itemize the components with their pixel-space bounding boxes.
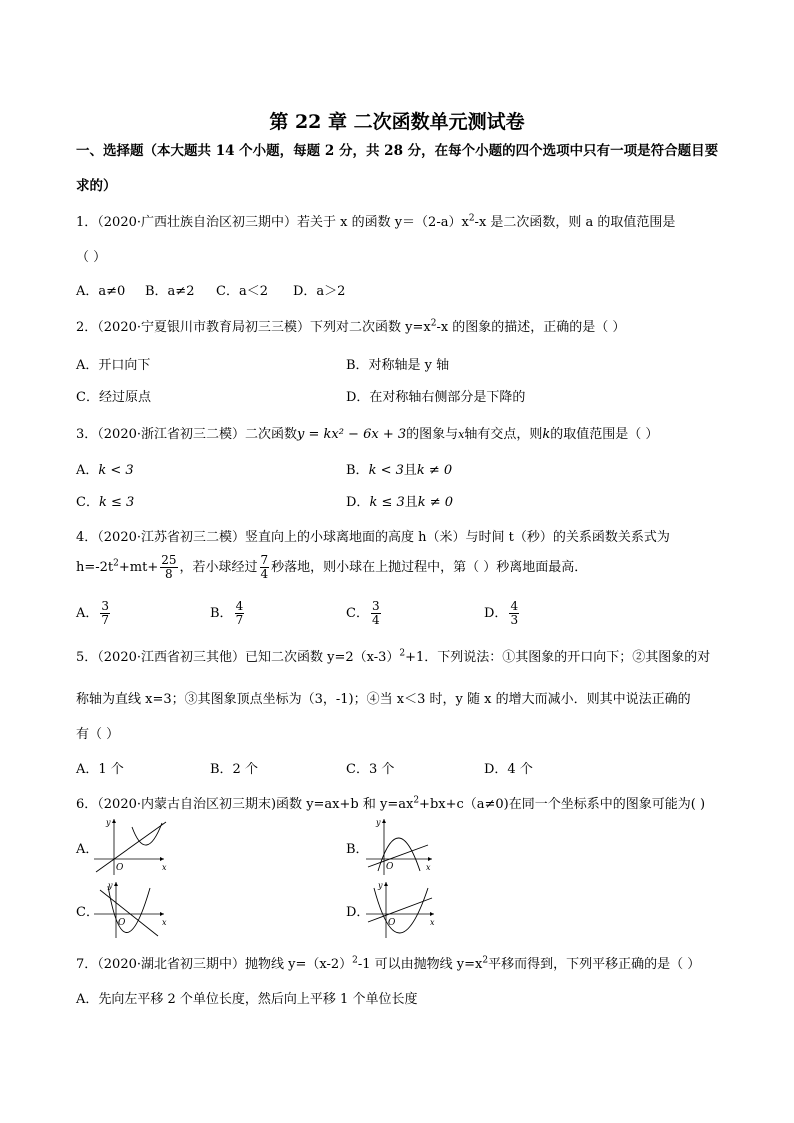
origin-label: O bbox=[116, 863, 124, 873]
q3-option-c[interactable]: C．k ≤ 3 bbox=[76, 495, 135, 510]
question-1-paren: （ ） bbox=[76, 250, 107, 265]
q7-option-a[interactable]: A．先向左平移 2 个单位长度，然后向上平移 1 个单位长度 bbox=[76, 992, 418, 1007]
q2-option-c[interactable]: C．经过原点 bbox=[76, 390, 151, 405]
y-axis-label: y bbox=[378, 881, 383, 890]
question-1-stem: 1．（2020·广西壮族自治区初三期中）若关于 x 的函数 $y=(2-a)x^2-x$ 是二次函数，则 a 的取值范围是 bbox=[76, 213, 676, 230]
q6-option-b-label[interactable]: B． bbox=[346, 842, 369, 857]
q6-option-c-label[interactable]: C． bbox=[76, 905, 99, 920]
question-6-stem: 6．（2020·内蒙古自治区初三期末)函数 y=ax+b 和 $y=ax^2+bx+c(a\ne 0)$在同一个坐标系中的图象可能为( ) bbox=[76, 795, 706, 812]
question-7-stem: 7．（2020·湖北省初三期中）抛物线 $y=(x-2)^2-1$ 可以由抛物线 $y=x^2$平移而得到，下列平移正确的是（ ） bbox=[76, 955, 701, 972]
question-4-formula: $h=-2t^2+mt+$ $\frac{25}{8}$ ，若小球经过 $\frac{7}{4}$ 秒落地，则小球在上抛过程中，第（ ）秒离地面最高． bbox=[76, 553, 588, 581]
question-5-stem-line2: 称轴为直线 x=3；③其图象顶点坐标为（3，-1)；④当 x＜3 时，y 随 x 的增大而减小．则其中说法正确的 bbox=[76, 692, 691, 707]
x-axis-label: x bbox=[430, 918, 435, 927]
y-axis-label: y bbox=[106, 818, 111, 827]
q3-option-d[interactable]: D．k ≤ 3且k ≠ 0 bbox=[346, 495, 454, 510]
x-axis-label: x bbox=[162, 918, 167, 927]
section-heading-line2: 求的） bbox=[76, 178, 117, 194]
q4-option-c[interactable]: C． $\frac{3}{4}$ bbox=[346, 599, 380, 627]
question-5-stem-line1: 5．（2020·江西省初三其他）已知二次函数 $y=2(x-3)^2+1$．下列说法：①其图象的开口向下；②其图象的对 bbox=[76, 648, 711, 665]
y-axis-label: y bbox=[108, 881, 113, 890]
q5-option-c[interactable]: C．3 个 bbox=[346, 762, 395, 777]
q4-option-d[interactable]: D． $\frac{4}{3}$ bbox=[484, 599, 519, 627]
question-3-stem: 3．（2020·浙江省初三二模）二次函数y = kx² − 6x + 3的图象与x轴有交点，则k的取值范围是（ ） bbox=[76, 427, 659, 442]
q2-option-d[interactable]: D．在对称轴右侧部分是下降的 bbox=[346, 390, 526, 405]
question-5-stem-line3: 有（ ） bbox=[76, 727, 120, 742]
y-axis-label: y bbox=[376, 818, 381, 827]
q1-option-a[interactable]: A．a≠0 bbox=[76, 284, 126, 299]
question-2-stem: 2．（2020·宁夏银川市教育局初三三模）下列对二次函数 $y=x^2-x$ 的图象的描述，正确的是（ ） bbox=[76, 318, 626, 335]
q4-option-b[interactable]: B． $\frac{4}{7}$ bbox=[210, 599, 244, 627]
x-axis-label: x bbox=[162, 863, 167, 872]
q6-option-c-graph[interactable] bbox=[92, 878, 170, 940]
q2-option-b[interactable]: B．对称轴是 y 轴 bbox=[346, 358, 450, 373]
q2-option-a[interactable]: A．开口向下 bbox=[76, 358, 151, 373]
origin-label: O bbox=[388, 918, 396, 928]
fraction-7-4: $\frac{7}{4}$ bbox=[260, 553, 269, 581]
origin-label: O bbox=[386, 862, 394, 872]
q5-option-d[interactable]: D．4 个 bbox=[484, 762, 533, 777]
q6-option-d-label[interactable]: D． bbox=[346, 905, 370, 920]
q4-option-a[interactable]: A． $\frac{3}{7}$ bbox=[76, 599, 110, 627]
q6-option-d-graph[interactable] bbox=[364, 878, 440, 940]
origin-label: O bbox=[118, 918, 126, 928]
q1-option-c[interactable]: C．a＜2 bbox=[216, 284, 268, 299]
page-title: 第 22 章 二次函数单元测试卷 bbox=[269, 111, 525, 133]
question-4-stem: 4．（2020·江苏省初三二模）竖直向上的小球离地面的高度 h（米）与时间 t（秒）的关系函数关系式为 bbox=[76, 530, 670, 545]
q5-option-a[interactable]: A．1 个 bbox=[76, 762, 124, 777]
q6-option-a-graph[interactable] bbox=[92, 815, 170, 877]
q1-option-d[interactable]: D．a＞2 bbox=[293, 284, 346, 299]
section-heading-line1: 一、选择题（本大题共 14 个小题，每题 2 分，共 28 分，在每个小题的四个选项中只有一项是符合题目要 bbox=[76, 143, 719, 159]
q1-option-b[interactable]: B．a≠2 bbox=[145, 284, 195, 299]
q6-option-b-graph[interactable] bbox=[364, 815, 436, 877]
q3-option-b[interactable]: B．k < 3且k ≠ 0 bbox=[346, 463, 453, 478]
q3-option-a[interactable]: A．k < 3 bbox=[76, 463, 134, 478]
q5-option-b[interactable]: B．2 个 bbox=[210, 762, 258, 777]
q6-option-a-label[interactable]: A． bbox=[76, 842, 99, 857]
fraction-25-8: $\frac{25}{8}$ bbox=[161, 553, 177, 581]
x-axis-label: x bbox=[426, 863, 431, 872]
